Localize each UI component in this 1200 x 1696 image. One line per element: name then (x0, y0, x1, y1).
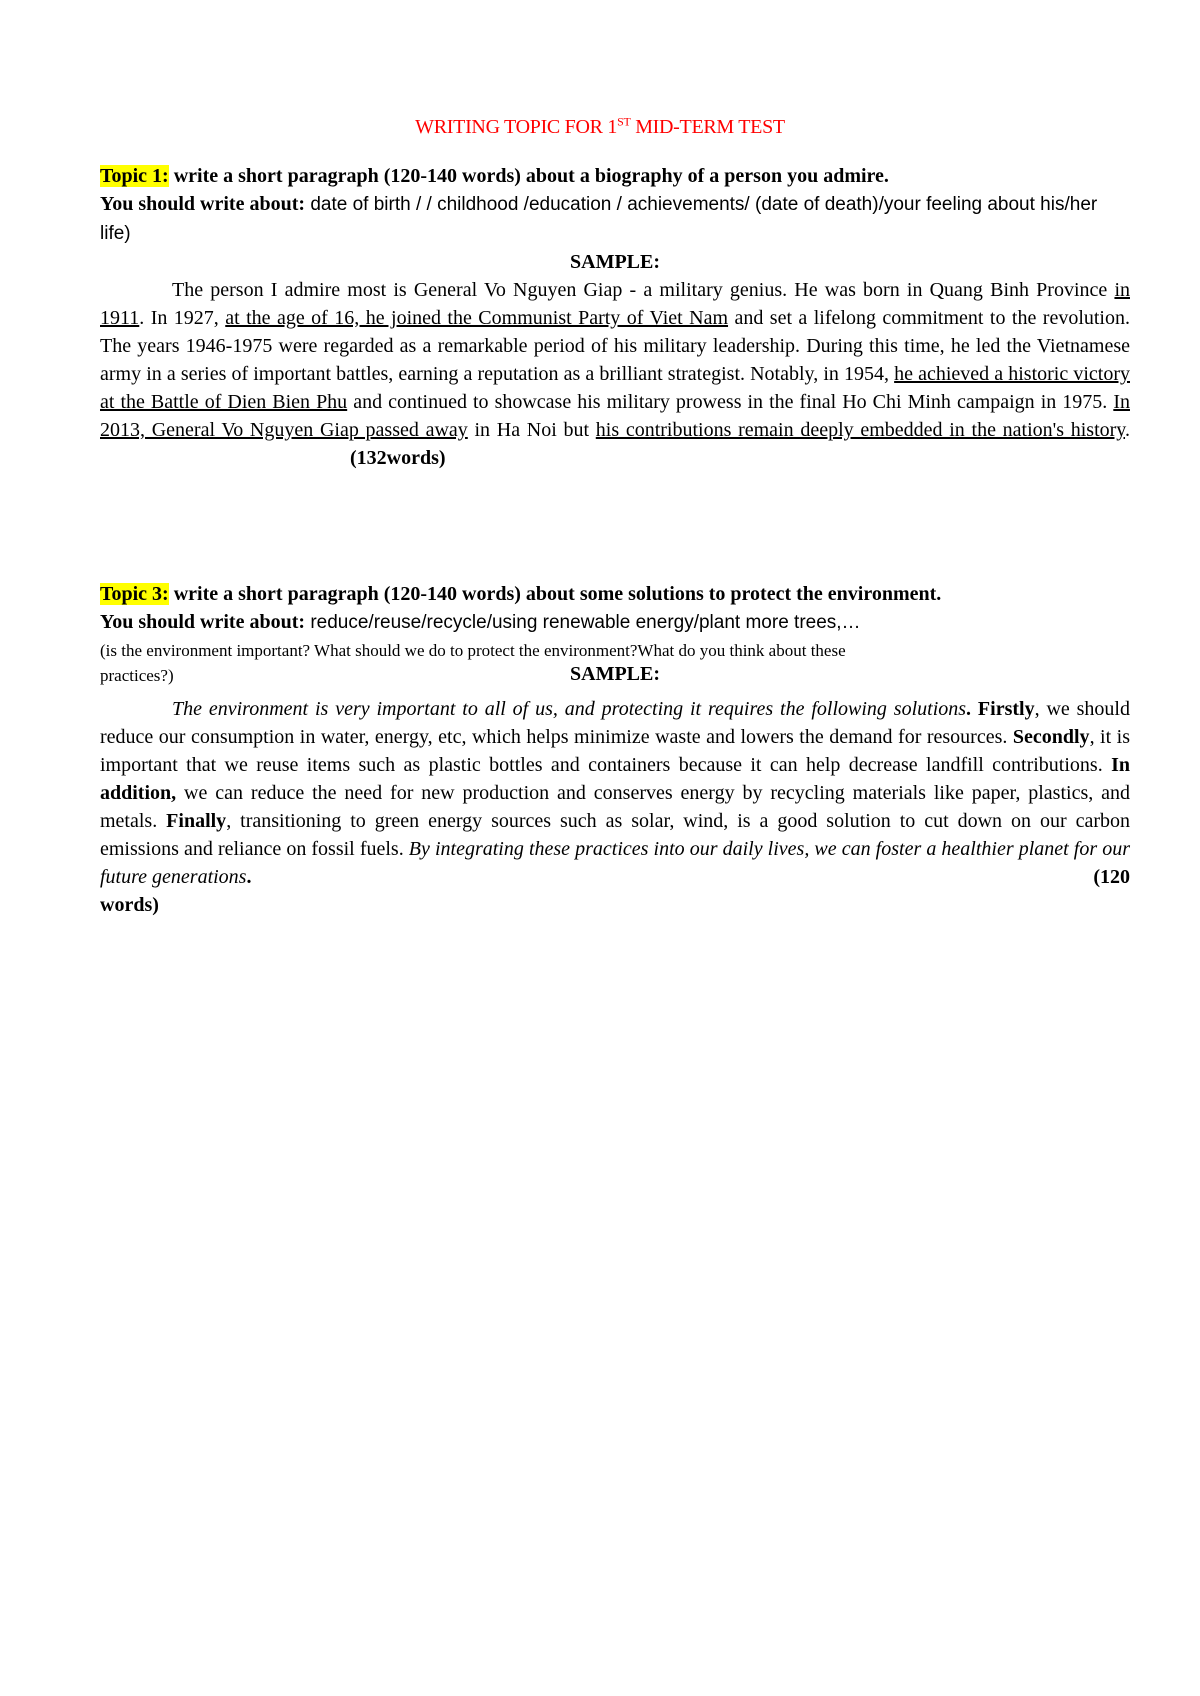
title-text-end: MID-TERM TEST (630, 116, 785, 138)
sample-text: , we should reduce our consumption in water, energy, etc, which helps minimize waste and lowers the demand for resources. (100, 698, 1130, 748)
sample-text: we can reduce the need for new production and conserves energy by recycling materials like paper, plastics, and metals. (100, 782, 1130, 832)
sample-text: in Ha Noi but (467, 419, 596, 441)
topic-1-label: Topic 1: (100, 165, 169, 187)
topic-3-should-label: You should write about: (100, 611, 306, 633)
topic-1-should-label: You should write about: (100, 193, 306, 215)
topic-1-should-text: date of birth / / childhood /education / achievements/ (date of death)/your feeling about his/her life) (100, 194, 1098, 244)
topic-3-label: Topic 3: (100, 583, 169, 605)
title-text: WRITING TOPIC FOR 1 (415, 116, 618, 138)
sample-text: The person I admire most is General Vo Nguyen Giap - a military genius. He was born in Quang Binh Province (172, 279, 1115, 301)
underlined-text: he achieved a historic victory at the Battle of Dien Bien Phu (100, 363, 1130, 413)
bold-connector: Firstly (977, 698, 1035, 720)
topic-3-prompt: write a short paragraph (120-140 words) about some solutions to protect the environment. (168, 583, 942, 605)
bold-connector: Secondly (1012, 726, 1090, 748)
topic-3-note: (is the environment important? What should we do to protect the environment?What do you think about these (100, 641, 846, 660)
underlined-text: In 2013, General Vo Nguyen Giap passed away (100, 391, 1130, 441)
topic-1-prompt: write a short paragraph (120-140 words) about a biography of a person you admire. (168, 165, 889, 187)
topic-3-should-text: reduce/reuse/recycle/using renewable energy/plant more trees,… (305, 612, 861, 633)
bold-connector: Finally (166, 810, 227, 832)
sample-text: . (1125, 419, 1131, 441)
topic-3-guidance (100, 608, 1130, 637)
underlined-text: his contributions remain deeply embedded in the nation's history (595, 419, 1126, 441)
bold-connector: In addition, (100, 754, 1130, 804)
sample-text: and continued to showcase his military prowess in the final Ho Chi Minh campaign in 1975. (347, 391, 1114, 413)
sample-punct: . (246, 866, 252, 888)
topic-1-section (100, 162, 1130, 472)
sample-text: and set a lifelong commitment to the revolution. The years 1946-1975 were regarded as a remarkable period of his military leadership. During this time, he led the Vietnamese army in a series of important battles, earning a reputation as a brilliant strategist. Notably, in 1954, (100, 307, 1130, 385)
topic-1-word-count: (132words) (350, 447, 446, 469)
italic-text: By integrating these practices into our daily lives, we can foster a healthier planet for our future generations (100, 838, 1130, 888)
underlined-text: at the age of 16, he joined the Communist Party of Viet Nam (225, 307, 729, 329)
sample-text: , it is important that we reuse items such as plastic bottles and containers because it can help decrease landfill contributions. (100, 726, 1131, 776)
sample-punct: . (966, 698, 972, 720)
topic-3-word-count-b: words) (100, 894, 159, 916)
topic-3-note-line-2 (100, 663, 1130, 689)
topic-1-guidance (100, 190, 1130, 248)
topic-3-heading (100, 580, 1130, 608)
topic-1-heading (100, 162, 1130, 190)
topic-3-sample-title: SAMPLE: (570, 663, 660, 685)
topic-3-section (100, 580, 1130, 919)
topic-1-sample-title: SAMPLE: (570, 251, 660, 273)
underlined-text: in 1911 (100, 279, 1130, 329)
italic-text: The environment is very important to all of us, and protecting it requires the following solutions (172, 698, 967, 720)
topic-1-sample-body (100, 276, 1130, 472)
sample-text: , transitioning to green energy sources such as solar, wind, is a good solution to cut down on our carbon emissions and reliance on fossil fuels. (100, 810, 1130, 860)
document-title (0, 116, 1200, 139)
topic-3-note-text: practices?) (100, 666, 174, 685)
title-superscript: ST (617, 114, 631, 129)
topic-3-sample-body (100, 695, 1130, 919)
sample-text: . In 1927, (139, 307, 226, 329)
topic-3-word-count-a: (120 (1093, 866, 1130, 888)
